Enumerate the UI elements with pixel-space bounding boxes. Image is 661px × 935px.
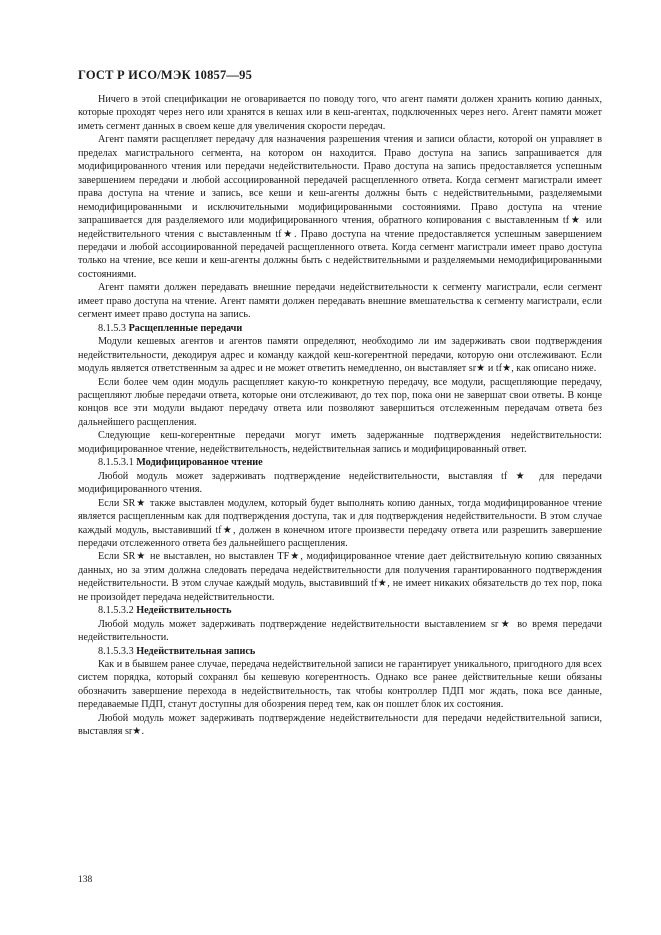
section-heading-8153 (78, 322, 602, 335)
paragraph: Как и в бывшем ранее случае, передача недействительной записи не гарантирует уникального, пригодного для всех систем порядка, который сохранял бы кешевую когерентность. Однако все ранее действительные кеши обязаны обозначить завершение перехода в недействительность, так чтобы контроллер ПДП мог ждать, пока все данные, передаваемые ПДП, станут доступны для обозрения перед тем, как он пошлет блок их состояния. (78, 659, 602, 711)
paragraph: Любой модуль может задерживать подтверждение недействительности для передачи недействительной записи, выставляя sr★. (78, 712, 602, 738)
section-number: 8.1.5.3.3 (98, 645, 134, 657)
paragraph: Агент памяти должен передавать внешние передачи недействительности к сегменту магистрали, если сегмент имеет право доступа на чтение. Агент памяти должен передавать внешние вмешательства к сегменту магистрали, если сегмент имеет право доступа на запись. (78, 282, 602, 321)
section-title: Модифицированное чтение (136, 457, 263, 469)
section-number: 8.1.5.3 (98, 322, 127, 334)
paragraph: Агент памяти расщепляет передачу для назначения разрешения чтения и записи области, которой он управляет в пределах магистрального сегмента, на котором он находится. Право доступа на запись запрашивается для модифицированного чтения или передачи недействительности. Право доступа на запись предоставляется успешным завершением передачи и любой ассоциированной передачей расщепленного ответа. Когда сегмент магистрали имеет права доступа на чтение и запись, все кеши и кеш-агенты должны быть с недействительными, разделяемыми немодифицированными и исключительными модифицированными состояниями. Право доступа на чтение запрашивается для разделяемого или модифицированного чтения, обратного копирования с выставленным tf★ или недействительного чтения с выставленным tf★. Право доступа на чтение предоставляется успешным завершением передачи и любой ассоциированной передачей расщепленного ответа. Когда сегмент магистрали имеет право доступа только на чтение, все кеши и кеш-агенты должны быть с недействительными и разделяемыми немодифицированными состояниями. (78, 134, 602, 280)
section-heading-81533 (78, 645, 602, 658)
paragraph: Если SR★ также выставлен модулем, который будет выполнять копию данных, тогда модифицированное чтение является расщепленным как для подтверждения доступа, так и для подтверждения недействительности. В этом случае каждый модуль, выставивший tf★, должен в конечном итоге произвести передачу ответа или разрешить завершение передачи отслеженного ответа без дальнейшего расщепления. (78, 497, 602, 549)
section-title: Недействительность (136, 605, 232, 617)
paragraph: Если SR★ не выставлен, но выставлен TF★, модифицированное чтение дает действительную копию связанных данных, но за этим должна следовать передача недействительности для получения гарантированного подтверждения недействительности. В этом случае каждый модуль, выставивший tf★, не имеет никаких обязательств до тех пор, пока не произойдет передача недействительности. (78, 551, 602, 603)
section-heading-81531 (78, 456, 602, 469)
paragraph: Следующие кеш-когерентные передачи могут иметь задержанные подтверждения недействительности: модифицированное чтение, недействительность, недействительная запись и модифицированный ответ. (78, 430, 602, 455)
page-header: ГОСТ Р ИСО/МЭК 10857—95 (78, 68, 253, 82)
paragraph: Любой модуль может задерживать подтверждение недействительности, выставляя tf ★ для передачи модифицированного чтения. (78, 470, 602, 496)
section-heading-81532 (78, 604, 602, 617)
section-number: 8.1.5.3.1 (98, 457, 134, 469)
page-number: 138 (78, 875, 93, 885)
paragraph: Любой модуль может задерживать подтверждение недействительности выставлением sr★ во время передачи недействительности. (78, 618, 602, 644)
section-title: Недействительная запись (136, 645, 256, 657)
document-body (78, 93, 602, 739)
paragraph: Ничего в этой спецификации не оговаривается по поводу того, что агент памяти должен хранить копию данных, которые проходят через него или хранятся в кешах или в кеш-агентах, подключенных через него. Агент памяти может иметь сегмент данных в своем кеше для увеличения скорости передач. (78, 94, 602, 132)
section-number: 8.1.5.3.2 (98, 605, 134, 617)
paragraph: Если более чем один модуль расщепляет какую-то конкретную передачу, все модули, расщепляющие передачу, расщепляют любые передачи ответа, которые они отслеживают, до тех пор, пока они не завершат свои ответы. В конце концов все эти модули выдают передачу ответа или позволяют завершиться отслеженным передачам ответа без дальнейшего расщепления. (78, 376, 602, 428)
paragraph: Модули кешевых агентов и агентов памяти определяют, необходимо ли им задерживать свои подтверждения недействительности, декодируя адрес и команду каждой кеш-когерентной передачи, которую они отслеживают. Если модуль является ответственным за адрес и не может ответить немедленно, он выставляет sr★ и tf★, как описано ниже. (78, 336, 602, 375)
section-title: Расщепленные передачи (128, 322, 243, 334)
